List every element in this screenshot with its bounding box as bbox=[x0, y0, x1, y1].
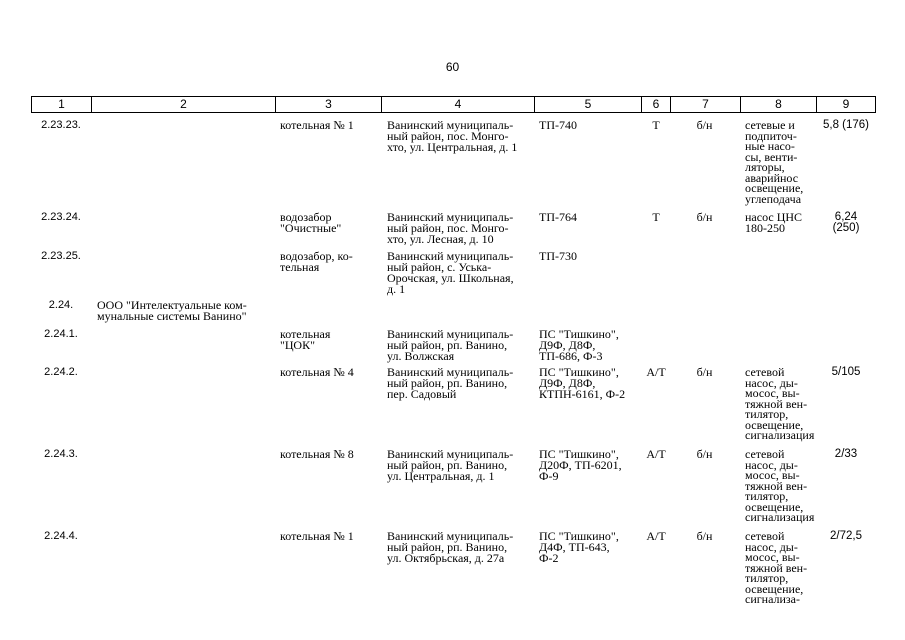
cell-number: 2.23.23. bbox=[41, 119, 81, 131]
cell-power-source: ТП-730 bbox=[539, 249, 577, 263]
cell-power-source: ПС "Тишкино", Д9Ф, Д8Ф, КТПН-6161, Ф-2 bbox=[539, 365, 626, 401]
cell-object: котельная № 1 bbox=[280, 118, 354, 132]
cell-col-7: б/н bbox=[696, 118, 713, 132]
cell-object: котельная № 1 bbox=[280, 529, 354, 543]
header-col-7: 7 bbox=[671, 97, 741, 112]
cell-equipment: сетевые и подпиточ- ные насо- сы, венти- ляторы, аварийнос освещение, углеподача bbox=[745, 118, 804, 206]
cell-object: водозабор, ко- тельная bbox=[280, 249, 353, 274]
cell-number: 2.24.2. bbox=[44, 366, 78, 378]
cell-power-source: ПС "Тишкино", Д20Ф, ТП-6201, Ф-9 bbox=[539, 447, 622, 483]
cell-number: 2.24.1. bbox=[44, 328, 78, 340]
cell-address: Ванинский муниципаль- ный район, рп. Ванино, ул. Центральная, д. 1 bbox=[387, 447, 514, 483]
cell-object: котельная № 8 bbox=[280, 447, 354, 461]
header-col-4: 4 bbox=[382, 97, 535, 112]
cell-power: 5,8 (176) bbox=[822, 119, 870, 131]
cell-power-source: ПС "Тишкино", Д4Ф, ТП-643, Ф-2 bbox=[539, 529, 619, 565]
cell-power-source: ТП-764 bbox=[539, 210, 577, 224]
cell-number: 2.24.3. bbox=[44, 448, 78, 460]
cell-number: 2.23.24. bbox=[41, 211, 81, 223]
cell-address: Ванинский муниципаль- ный район, пос. Монго- хто, ул. Центральная, д. 1 bbox=[387, 118, 518, 154]
cell-power-source: ПС "Тишкино", Д9Ф, Д8Ф, ТП-686, Ф-3 bbox=[539, 327, 619, 363]
cell-organization: ООО "Интелектуальные ком- мунальные системы Ванино" bbox=[97, 298, 247, 323]
header-col-5: 5 bbox=[535, 97, 642, 112]
header-col-3: 3 bbox=[276, 97, 382, 112]
cell-equipment: сетевой насос, ды- мосос, вы- тяжной вен- тилятор, освещение, сигнализация bbox=[745, 447, 815, 524]
table-header bbox=[31, 96, 876, 113]
cell-col-7: б/н bbox=[696, 210, 713, 224]
cell-col-6: А/Т bbox=[646, 447, 666, 461]
cell-object: водозабор "Очистные" bbox=[280, 210, 342, 235]
header-col-9: 9 bbox=[842, 97, 850, 111]
cell-number: 2.24. bbox=[48, 299, 74, 311]
cell-power: 2/33 bbox=[834, 448, 858, 460]
cell-equipment: сетевой насос, ды- мосос, вы- тяжной вен- тилятор, освещение, сигнализа- bbox=[745, 529, 808, 606]
header-col-1: 1 bbox=[32, 97, 92, 112]
cell-col-6: А/Т bbox=[646, 365, 666, 379]
cell-address: Ванинский муниципаль- ный район, рп. Ванино, ул. Волжская bbox=[387, 327, 514, 363]
cell-power-source: ТП-740 bbox=[539, 118, 577, 132]
cell-equipment: насос ЦНС 180-250 bbox=[745, 210, 803, 235]
header-col-6: 6 bbox=[642, 97, 671, 112]
cell-address: Ванинский муниципаль- ный район, с. Уська- Орочская, ул. Школьная, д. 1 bbox=[387, 249, 514, 296]
cell-col-6: Т bbox=[652, 118, 660, 132]
header-col-8: 8 bbox=[741, 97, 817, 112]
cell-address: Ванинский муниципаль- ный район, пос. Монго- хто, ул. Лесная, д. 10 bbox=[387, 210, 514, 246]
cell-col-6: А/Т bbox=[646, 529, 666, 543]
cell-address: Ванинский муниципаль- ный район, рп. Ванино, пер. Садовый bbox=[387, 365, 514, 401]
cell-number: 2.23.25. bbox=[41, 250, 81, 262]
cell-col-6: Т bbox=[652, 210, 660, 224]
cell-number: 2.24.4. bbox=[44, 530, 78, 542]
cell-col-7: б/н bbox=[696, 447, 713, 461]
cell-power: 5/105 bbox=[831, 366, 861, 378]
cell-equipment: сетевой насос, ды- мосос, вы- тяжной вен- тилятор, освещение, сигнализация bbox=[745, 365, 815, 442]
cell-col-7: б/н bbox=[696, 365, 713, 379]
cell-col-7: б/н bbox=[696, 529, 713, 543]
cell-power: 2/72,5 bbox=[830, 530, 862, 542]
cell-object: котельная № 4 bbox=[280, 365, 354, 379]
page-number: 60 bbox=[445, 60, 460, 74]
cell-power: 6,24 (250) bbox=[832, 211, 860, 234]
header-col-2: 2 bbox=[92, 97, 276, 112]
cell-address: Ванинский муниципаль- ный район, рп. Ванино, ул. Октябрьская, д. 27а bbox=[387, 529, 514, 565]
cell-object: котельная "ЦОК" bbox=[280, 327, 331, 352]
